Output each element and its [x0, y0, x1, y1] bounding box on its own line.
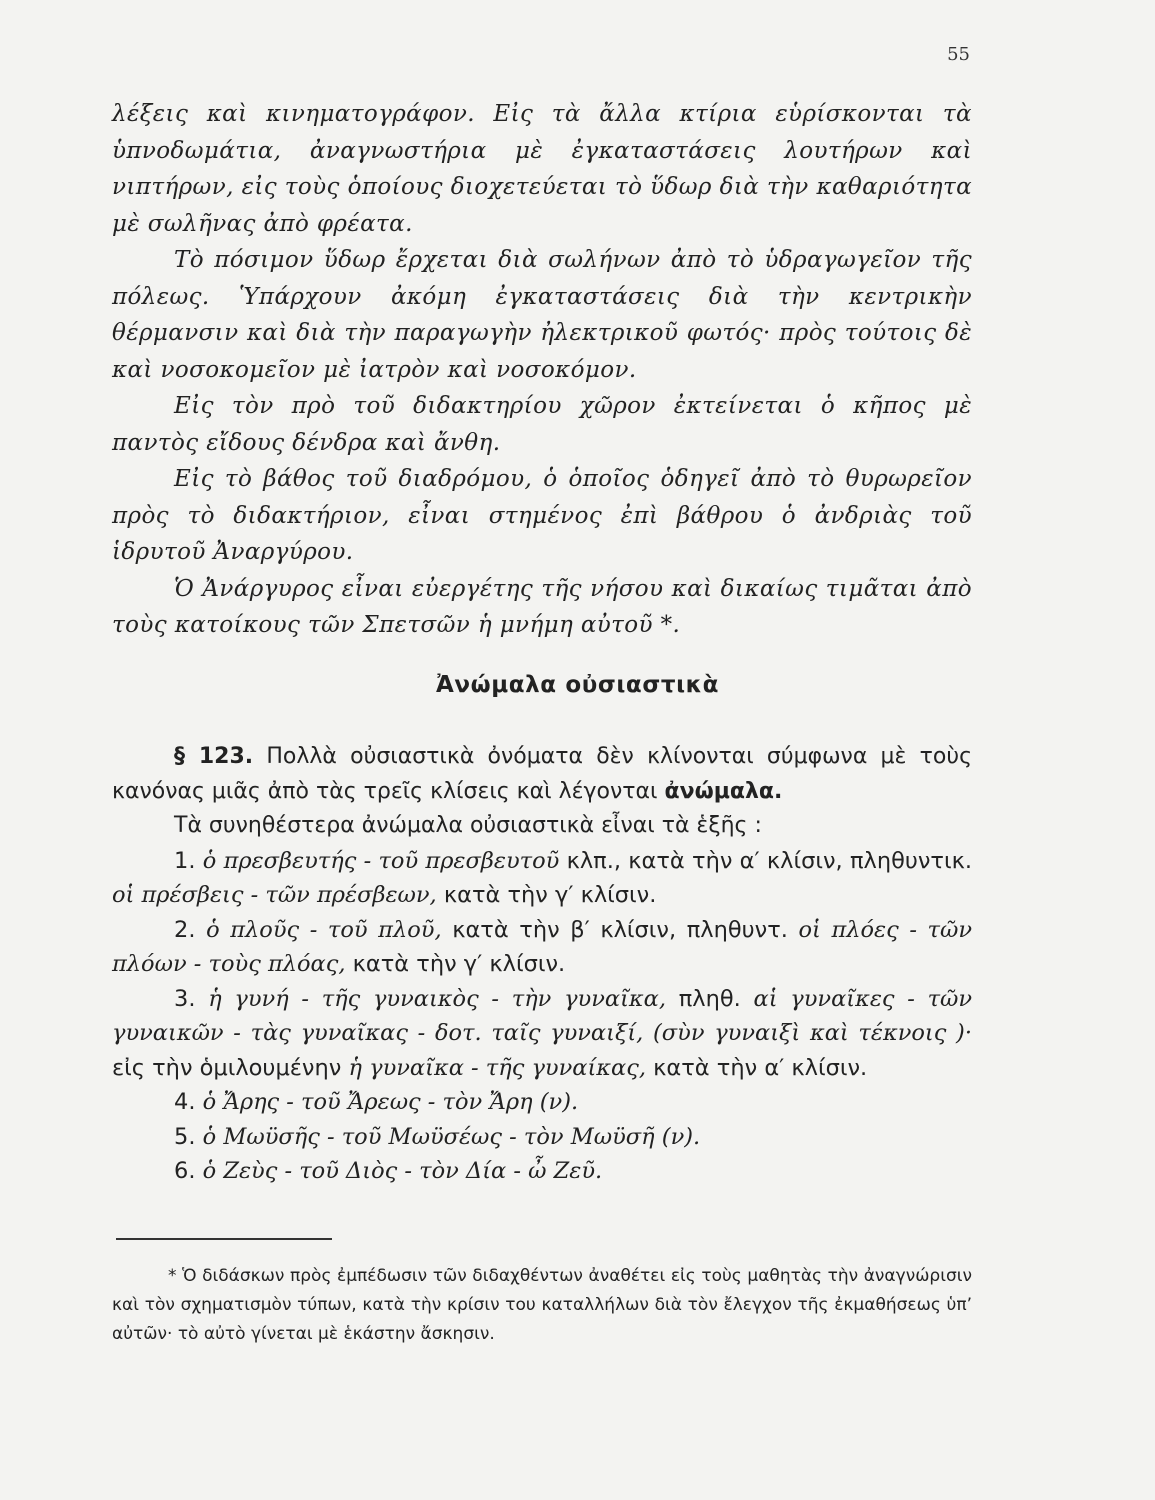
list-item: 6. ὁ Ζεὺς - τοῦ Διὸς - τὸν Δία - ὦ Ζεῦ.	[174, 1158, 603, 1184]
footnote-text: * Ὁ διδάσκων πρὸς ἐμπέδωσιν τῶν διδαχθέντων ἀναθέτει εἰς τοὺς μαθητὰς τὴν ἀναγνώρισιν καὶ τὸν σχηματισμὸν τύπων, κατὰ τὴν κρίσιν του καταλλήλων διὰ τὸν ἔλεγχον τῆς ἐκμαθήσεως ὑπ’ αὐτῶν· τὸ αὐτὸ γίνεται μὲ ἑκάστην ἄσκησιν.	[112, 1266, 972, 1344]
page-number: 55	[947, 44, 970, 65]
section-list-intro: Τὰ συνηθέστερα ἀνώμαλα οὐσιαστικὰ εἶναι τὰ ἑξῆς :	[174, 813, 762, 838]
paragraph: Εἰς τὸν πρὸ τοῦ διδακτηρίου χῶρον ἐκτείνεται ὁ κῆπος μὲ παντὸς εἴδους δένδρα καὶ ἄνθη.	[112, 393, 972, 456]
list-item: 3. ἡ γυνή - τῆς γυναικὸς - τὴν γυναῖκα, πληθ. αἱ γυναῖκες - τῶν γυναικῶν - τὰς γυναῖκας - δοτ. ταῖς γυναιξί, (σὺν γυναιξὶ καὶ τέκνοις )· εἰς τὴν ὁμιλουμένην ἡ γυναῖκα - τῆς γυναίκας, κατὰ τὴν α′ κλίσιν.	[112, 985, 973, 1081]
paragraph: λέξεις καὶ κινηματογράφον. Εἰς τὰ ἄλλα κτίρια εὑρίσκονται τὰ ὑπνοδωμάτια, ἀναγνωστήρια μὲ ἐγκαταστάσεις λουτήρων καὶ νιπτήρων, εἰς τοὺς ὁποίους διοχετεύεται τὸ ὕδωρ διὰ τὴν καθαριότητα μὲ σωλῆνας ἀπὸ φρέατα.	[112, 101, 972, 237]
paragraph: Τὸ πόσιμον ὕδωρ ἔρχεται διὰ σωλήνων ἀπὸ τὸ ὑδραγωγεῖον τῆς πόλεως. Ὑπάρχουν ἀκόμη ἐγκαταστάσεις διὰ τὴν κεντρικὴν θέρμανσιν καὶ διὰ τὴν παραγωγὴν ἠλεκτρικοῦ φωτός· πρὸς τούτοις δὲ καὶ νοσοκομεῖον μὲ ἰατρὸν καὶ νοσοκόμον.	[112, 247, 972, 383]
section-number: § 123.	[174, 744, 254, 769]
footnote	[112, 1262, 972, 1349]
footnote-divider	[116, 1238, 332, 1240]
section-text: Πολλὰ οὐσιαστικὰ ὀνόματα δὲν κλίνονται σύμφωνα μὲ τοὺς κανόνας μιᾶς ἀπὸ τὰς τρεῖς κλίσεις καὶ λέγονται	[112, 744, 972, 804]
paragraph: Εἰς τὸ βάθος τοῦ διαδρόμου, ὁ ὁποῖος ὁδηγεῖ ἀπὸ τὸ θυρωρεῖον πρὸς τὸ διδακτήριον, εἶναι στημένος ἐπὶ βάθρου ὁ ἀνδριὰς τοῦ ἱδρυτοῦ Ἀναργύρου.	[112, 466, 972, 565]
body-text	[112, 96, 972, 644]
list-item: 5. ὁ Μωϋσῆς - τοῦ Μωϋσέως - τὸν Μωϋσῆ (ν).	[174, 1123, 701, 1150]
section-heading: Ἀνώμαλα οὐσιαστικὰ	[435, 672, 720, 698]
list-item: 4. ὁ Ἄρης - τοῦ Ἄρεως - τὸν Ἄρη (ν).	[174, 1089, 579, 1115]
paragraph: Ὁ Ἀνάργυρος εἶναι εὐεργέτης τῆς νήσου καὶ δικαίως τιμᾶται ἀπὸ τοὺς κατοίκους τῶν Σπετσῶν ἡ μνήμη αὐτοῦ *.	[112, 575, 972, 638]
section-term: ἀνώμαλα.	[664, 778, 783, 804]
section-intro-paragraph	[112, 740, 972, 809]
list-item: 1. ὁ πρεσβευτής - τοῦ πρεσβευτοῦ κλπ., κατὰ τὴν α′ κλίσιν, πληθυντικ. οἱ πρέσβεις - τῶν πρέσβεων, κατὰ τὴν γ′ κλίσιν.	[112, 847, 972, 908]
list-item: 2. ὁ πλοῦς - τοῦ πλοῦ, κατὰ τὴν β′ κλίσιν, πληθυντ. οἱ πλόες - τῶν πλόων - τοὺς πλόας, κατὰ τὴν γ′ κλίσιν.	[112, 916, 973, 977]
section-123	[112, 740, 972, 1189]
